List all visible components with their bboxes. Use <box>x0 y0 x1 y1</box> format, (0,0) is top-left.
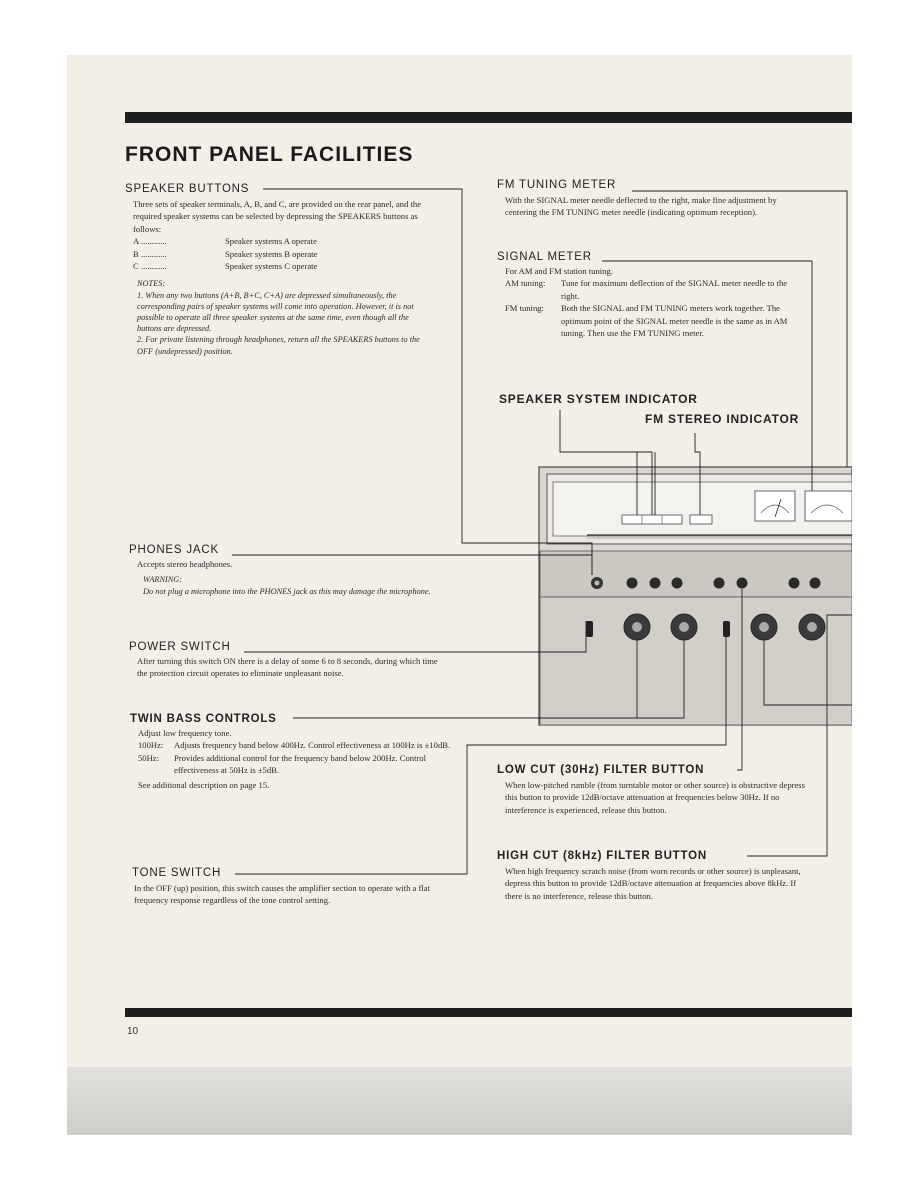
high-cut-button <box>737 578 748 589</box>
bass-100hz: 100Hz: Adjusts frequency band below 400Hz. Control effectiveness at 100Hz is ±10dB. <box>138 740 451 751</box>
twin-bass-heading: TWIN BASS CONTROLS <box>130 713 277 725</box>
twin-bass-footer: See additional description on page 15. <box>138 779 270 790</box>
bass-50hz: 50Hz: Provides additional control for the frequency band below 200Hz. Control effectiveness at 50Hz is ±5dB. <box>138 752 427 776</box>
speaker-item-b: B ............ Speaker systems B operate <box>133 248 318 259</box>
notes-label: NOTES: <box>137 279 166 289</box>
fm-tuning-meter-face <box>805 491 852 521</box>
power-switch-lever <box>586 621 593 637</box>
manual-page <box>67 55 852 1135</box>
power-switch-heading: POWER SWITCH <box>129 641 231 653</box>
speaker-buttons-intro: Three sets of speaker terminals, A, B, and C, are provided on the rear panel, and the required speaker systems can be selected by depressing the SPEAKERS buttons as follows: <box>133 199 422 234</box>
speaker-item-c: C ............ Speaker systems C operate <box>133 261 318 272</box>
receiver-illustration <box>67 55 852 1067</box>
low-cut-heading: LOW CUT (30Hz) FILTER BUTTON <box>497 764 705 776</box>
fm-tuning-meter-text: With the SIGNAL meter needle deflected to the right, make fine adjustment by centering the FM TUNING meter needle (indicating optimum reception). <box>505 195 777 218</box>
speaker-buttons-heading: SPEAKER BUTTONS <box>125 183 250 195</box>
signal-fm-tuning: FM tuning: Both the SIGNAL and FM TUNING meters work together. The optimum point of the SIGNAL meter needle is the same as in AM tuning. Then use the FM TUNING meter. <box>505 303 788 339</box>
phones-jack-heading: PHONES JACK <box>129 544 219 556</box>
signal-meter-intro: For AM and FM station tuning. <box>505 266 613 276</box>
fm-stereo-indicator-heading: FM STEREO INDICATOR <box>645 412 800 426</box>
page-title: FRONT PANEL FACILITIES <box>125 143 414 166</box>
page-number: 10 <box>127 1026 139 1037</box>
low-cut-text: When low-pitched rumble (from turntable motor or other source) is obstructive depress this button to provide 12dB/octave attenuation at frequencies below 30Hz. If no interference is experienced, release this button. <box>505 780 805 815</box>
speaker-button-a <box>627 578 638 589</box>
scan-bottom-shadow <box>67 1067 852 1135</box>
fm-tuning-meter-heading: FM TUNING METER <box>497 179 617 191</box>
tone-switch-text: In the OFF (up) position, this switch causes the amplifier section to operate with a flat frequency response regardless of the tone control setting. <box>134 883 430 906</box>
warning-label: WARNING: <box>143 575 183 585</box>
warning-text: Do not plug a microphone into the PHONES jack as this may damage the microphone. <box>143 586 431 596</box>
bottom-rule <box>125 1008 852 1017</box>
upper-control-strip <box>540 551 852 597</box>
signal-am-tuning: AM tuning: Tune for maximum deflection of the SIGNAL meter needle to the right. <box>505 278 788 301</box>
fm-stereo-lamp <box>690 515 712 524</box>
power-switch-text: After turning this switch ON there is a delay of some 6 to 8 seconds, during which time the protection circuit operates to eliminate unpleasant noise. <box>137 656 438 679</box>
note-1: 1. When any two buttons (A+B, B+C, C+A) are depressed simultaneously, the corresponding pairs of speaker systems will come into operation. However, it is not possible to operate all three speaker systems at the same time, even though all the buttons are depressed. <box>137 290 414 334</box>
tone-switch-lever <box>723 621 730 637</box>
phones-jack-text: Accepts stereo headphones. <box>137 559 233 569</box>
speaker-button-c <box>672 578 683 589</box>
twin-bass-intro: Adjust low frequency tone. <box>138 728 232 738</box>
tone-switch-heading: TONE SWITCH <box>132 867 222 879</box>
note-2: 2. For private listening through headphones, return all the SPEAKERS buttons to the OFF (undepressed) position. <box>137 335 420 356</box>
signal-meter-heading: SIGNAL METER <box>497 251 592 263</box>
high-cut-text: When high frequency scratch noise (from worn records or other source) is unpleasant, depress this button to provide 12dB/octave attenuation at frequencies above 8kHz. If there is no interference, release this button. <box>505 866 801 901</box>
high-cut-heading: HIGH CUT (8kHz) FILTER BUTTON <box>497 850 707 862</box>
speaker-button-b <box>650 578 661 589</box>
mode-button-2 <box>810 578 821 589</box>
speaker-system-indicator-heading: SPEAKER SYSTEM INDICATOR <box>499 392 698 406</box>
low-cut-button <box>714 578 725 589</box>
speaker-item-a: A ............ Speaker systems A operate <box>133 236 317 247</box>
mode-button-1 <box>789 578 800 589</box>
speaker-indicator-lamps <box>622 515 682 524</box>
